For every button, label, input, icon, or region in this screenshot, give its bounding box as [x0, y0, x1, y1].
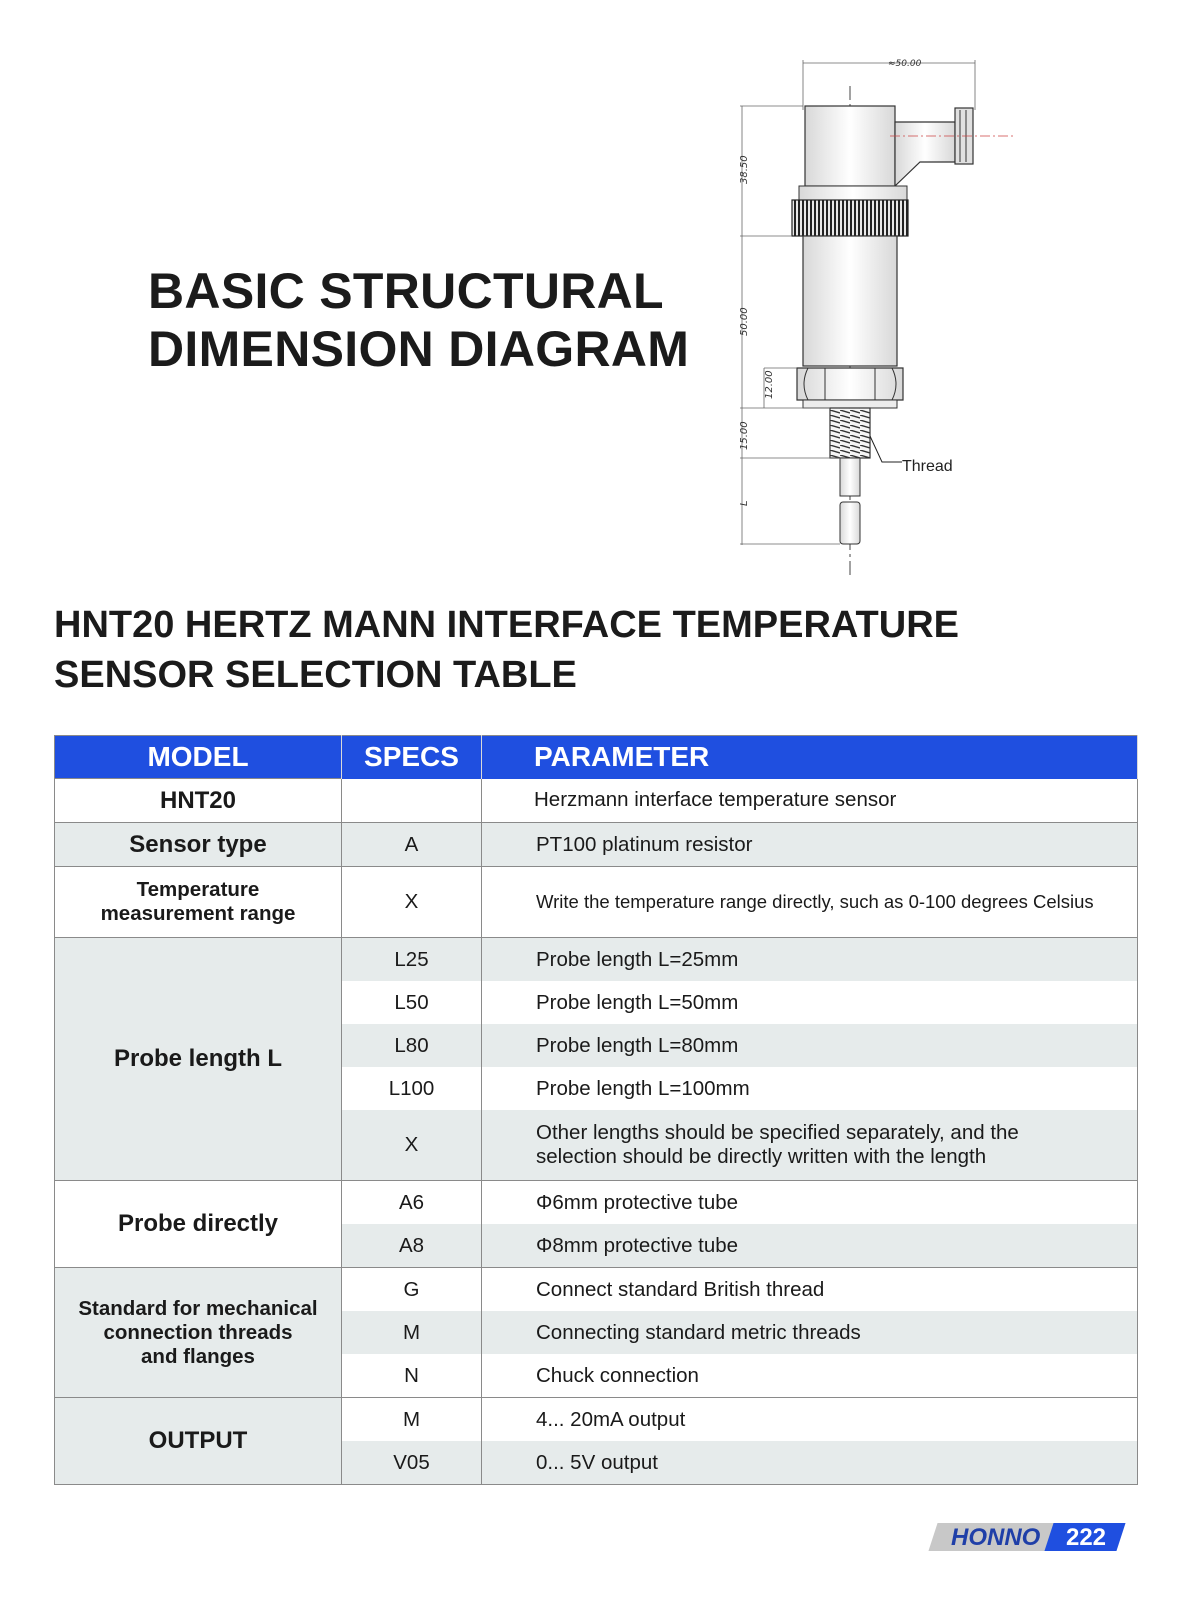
param-cell: Probe length L=50mm — [482, 981, 1138, 1024]
table-row — [55, 1268, 1138, 1312]
param-cell: 0... 5V output — [482, 1441, 1138, 1485]
param-cell: Φ6mm protective tube — [482, 1181, 1138, 1225]
spec-cell: A — [342, 823, 482, 867]
param-cell: Chuck connection — [482, 1354, 1138, 1398]
model-cell-line: Temperature — [136, 878, 260, 901]
header-model: MODEL — [55, 736, 342, 779]
table-row — [55, 867, 1138, 938]
thread-section — [830, 408, 870, 458]
connector-housing — [805, 106, 895, 186]
table-title-line1: HNT20 HERTZ MANN INTERFACE TEMPERATURE — [54, 604, 959, 646]
dim-probe-label: L — [739, 500, 750, 506]
dim-top-label: 38.50 — [739, 155, 750, 184]
dim-hex-label: 12.00 — [764, 370, 775, 399]
dimension-diagram — [730, 50, 1050, 590]
dim-thread-label: 15.00 — [739, 421, 750, 450]
table-row — [55, 938, 1138, 982]
spec-cell: L25 — [342, 938, 482, 982]
model-cell — [55, 1268, 342, 1398]
param-cell: PT100 platinum resistor — [482, 823, 1138, 867]
param-cell — [482, 1110, 1138, 1181]
param-cell: 4... 20mA output — [482, 1398, 1138, 1442]
param-cell: Connect standard British thread — [482, 1268, 1138, 1312]
knurled-nut — [792, 200, 908, 236]
model-cell: Probe length L — [55, 938, 342, 1181]
spec-cell: M — [342, 1398, 482, 1442]
param-cell-line: selection should be directly written with the length — [536, 1145, 987, 1168]
footer-brand: HONNO — [951, 1524, 1041, 1551]
model-cell-line: connection threads — [103, 1320, 293, 1344]
spec-cell: X — [342, 1110, 482, 1181]
spec-cell: V05 — [342, 1441, 482, 1485]
model-cell: OUTPUT — [55, 1398, 342, 1485]
spec-cell: M — [342, 1311, 482, 1354]
page-footer — [933, 1523, 1128, 1551]
table-row — [55, 779, 1138, 823]
spec-cell: G — [342, 1268, 482, 1312]
thread-label: Thread — [902, 458, 953, 475]
spec-cell: N — [342, 1354, 482, 1398]
param-cell: Probe length L=25mm — [482, 938, 1138, 982]
header-parameter: PARAMETER — [482, 736, 1138, 779]
dim-width-label: ≈50.00 — [888, 59, 922, 69]
table-title — [54, 600, 959, 700]
table-row — [55, 1398, 1138, 1442]
header-specs: SPECS — [342, 736, 482, 779]
param-cell: Herzmann interface temperature sensor — [482, 779, 1138, 823]
diagram-heading — [148, 262, 689, 378]
spec-cell: A8 — [342, 1224, 482, 1268]
param-cell: Connecting standard metric threads — [482, 1311, 1138, 1354]
spec-cell: X — [342, 867, 482, 938]
spec-cell: L100 — [342, 1067, 482, 1110]
model-cell: Sensor type — [55, 823, 342, 867]
spec-cell: L50 — [342, 981, 482, 1024]
model-cell — [55, 867, 342, 938]
spec-cell — [342, 779, 482, 823]
page-number: 222 — [1065, 1524, 1107, 1551]
model-cell-line: Standard for mechanical — [78, 1296, 318, 1320]
param-cell: Probe length L=100mm — [482, 1067, 1138, 1110]
diagram-heading-line1: BASIC STRUCTURAL — [148, 263, 664, 319]
sensor-body — [803, 236, 897, 366]
param-cell: Φ8mm protective tube — [482, 1224, 1138, 1268]
spec-cell: L80 — [342, 1024, 482, 1067]
model-cell: Probe directly — [55, 1181, 342, 1268]
hex-nut — [797, 368, 903, 400]
param-cell: Write the temperature range directly, such as 0-100 degrees Celsius — [482, 867, 1138, 938]
param-cell: Probe length L=80mm — [482, 1024, 1138, 1067]
spec-cell: A6 — [342, 1181, 482, 1225]
selection-table — [54, 735, 1138, 1485]
table-header-row — [55, 736, 1138, 779]
param-cell-line: Other lengths should be specified separately, and the — [536, 1121, 1019, 1144]
table-title-line2: SENSOR SELECTION TABLE — [54, 654, 577, 696]
probe — [840, 458, 860, 496]
model-cell-line: and flanges — [141, 1344, 255, 1368]
model-cell: HNT20 — [55, 779, 342, 823]
table-row — [55, 823, 1138, 867]
diagram-heading-line2: DIMENSION DIAGRAM — [148, 321, 690, 377]
table-row — [55, 1181, 1138, 1225]
model-cell-line: measurement range — [100, 902, 296, 925]
dim-mid-label: 50.00 — [739, 307, 750, 336]
